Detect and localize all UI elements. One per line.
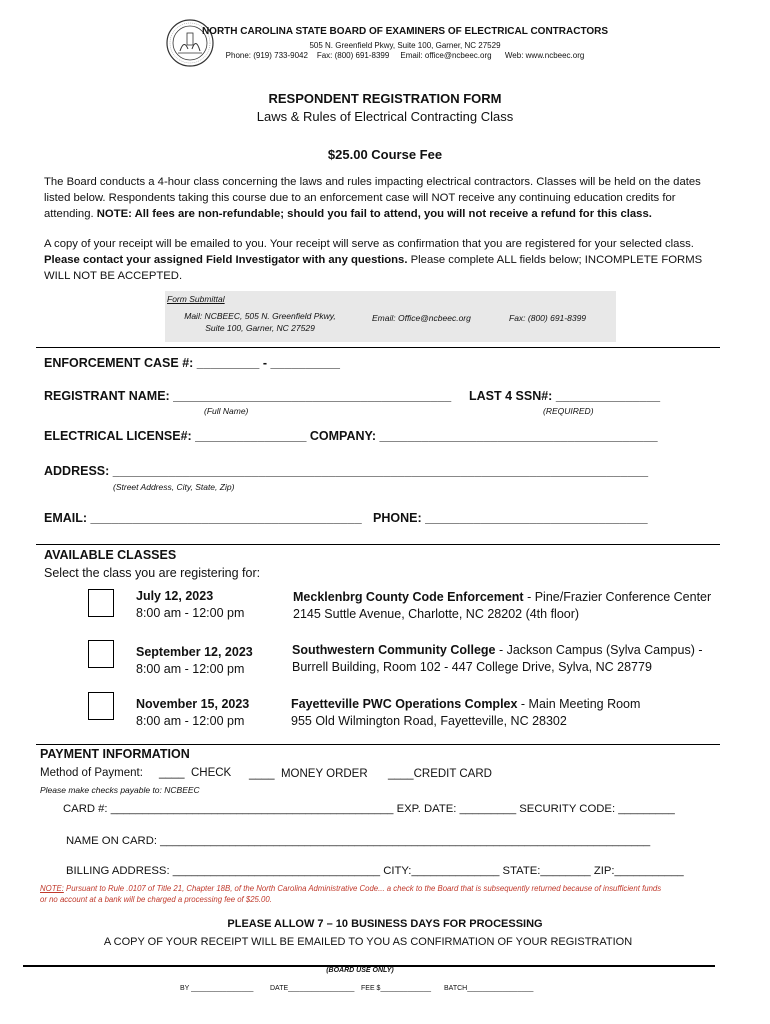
intro-note: NOTE: All fees are non-refundable; should you fail to attend, you will not receive a refund for this class. <box>96 208 652 220</box>
class-time: 8:00 am - 12:00 pm <box>136 714 245 728</box>
class-venue: Mecklenbrg County Code Enforcement <box>293 590 524 604</box>
class-address: Burrell Building, Room 102 - 447 College Drive, Sylva, NC 28779 <box>292 660 652 674</box>
submittal-fax: Fax: (800) 691-8399 <box>509 313 587 323</box>
class-venue-detail: - Pine/Frazier Conference Center <box>523 590 712 604</box>
classes-heading: AVAILABLE CLASSES <box>44 548 177 562</box>
phone-field[interactable]: PHONE: ________________________________ <box>373 511 648 525</box>
class-venue: Fayetteville PWC Operations Complex <box>291 697 518 711</box>
nsf-note <box>40 883 670 905</box>
divider <box>36 347 720 348</box>
address-hint: (Street Address, City, State, Zip) <box>113 482 235 492</box>
org-address: 505 N. Greenfield Pkwy, Suite 100, Garner, NC 27529 <box>309 41 501 50</box>
board-by-field: BY ________________ <box>180 985 254 992</box>
org-contact: Phone: (919) 733-9042 Fax: (800) 691-8399 Email: office@ncbeec.org Web: www.ncbeec.org <box>225 51 585 60</box>
registrant-name-field[interactable]: REGISTRANT NAME: ________________________________________ <box>44 389 452 403</box>
full-name-hint: (Full Name) <box>204 406 249 416</box>
payment-check-option[interactable]: ____ CHECK <box>159 767 232 779</box>
class-date: November 15, 2023 <box>136 697 250 711</box>
form-submittal-box <box>165 291 616 342</box>
intro-text-3: Please complete ALL fields below; INCOMPLETE FORMS WILL NOT BE ACCEPTED. <box>44 254 703 282</box>
class-time: 8:00 am - 12:00 pm <box>136 606 245 620</box>
intro-paragraph-1 <box>44 174 724 222</box>
submittal-email: Email: Office@ncbeec.org <box>372 313 471 323</box>
divider <box>36 744 720 745</box>
org-name: NORTH CAROLINA STATE BOARD OF EXAMINERS OF ELECTRICAL CONTRACTORS <box>201 26 609 37</box>
class-date: September 12, 2023 <box>136 645 253 659</box>
classes-instruction: Select the class you are registering for: <box>44 566 261 580</box>
class-checkbox-3[interactable] <box>88 692 114 720</box>
license-company-field[interactable]: ELECTRICAL LICENSE#: ________________ COMPANY: ________________________________________ <box>44 429 658 443</box>
form-title: RESPONDENT REGISTRATION FORM <box>268 91 502 106</box>
payment-money-order-option[interactable]: ____ MONEY ORDER <box>249 768 368 780</box>
class-checkbox-1[interactable] <box>88 589 114 617</box>
ssn-field[interactable]: LAST 4 SSN#: _______________ <box>469 389 661 403</box>
class-date: July 12, 2023 <box>136 589 214 603</box>
course-fee: $25.00 Course Fee <box>327 147 443 162</box>
submittal-heading: Form Submittal <box>167 294 225 304</box>
payment-heading: PAYMENT INFORMATION <box>40 747 190 761</box>
divider <box>36 544 720 545</box>
board-date-field: DATE_________________ <box>270 985 355 992</box>
intro-text-2: A copy of your receipt will be emailed to you. Your receipt will serve as confirmation that you are registered for your selected class. <box>44 238 694 250</box>
board-fee-field: FEE $_____________ <box>361 985 432 992</box>
receipt-notice: A COPY OF YOUR RECEIPT WILL BE EMAILED TO YOU AS CONFIRMATION OF YOUR REGISTRATION <box>103 936 633 948</box>
intro-paragraph-2 <box>44 236 724 284</box>
email-field[interactable]: EMAIL: _______________________________________ <box>44 511 362 525</box>
class-checkbox-2[interactable] <box>88 640 114 668</box>
payment-method-label: Method of Payment: <box>40 767 143 779</box>
card-number-field[interactable]: CARD #: _____________________________________________ EXP. DATE: _________ SECURITY CODE: _________ <box>63 803 675 815</box>
enforcement-case-field[interactable]: ENFORCEMENT CASE #: _________ - __________ <box>44 356 340 370</box>
nsf-note-label: NOTE: <box>40 884 64 893</box>
processing-notice: PLEASE ALLOW 7 – 10 BUSINESS DAYS FOR PROCESSING <box>227 918 543 930</box>
class-address: 955 Old Wilmington Road, Fayetteville, NC 28302 <box>291 714 567 728</box>
class-address: 2145 Suttle Avenue, Charlotte, NC 28202 (4th floor) <box>293 607 580 621</box>
checks-payable-note: Please make checks payable to: NCBEEC <box>40 785 200 795</box>
class-venue: Southwestern Community College <box>292 643 496 657</box>
class-venue-detail: - Main Meeting Room <box>517 697 641 711</box>
billing-address-field[interactable]: BILLING ADDRESS: _________________________________ CITY:______________ STATE:________ ZIP:___________ <box>66 865 684 877</box>
payment-credit-card-option[interactable]: ____CREDIT CARD <box>388 768 492 780</box>
submittal-mail-1: Mail: NCBEEC, 505 N. Greenfield Pkwy, <box>184 311 336 321</box>
intro-text-1: The Board conducts a 4-hour class concerning the laws and rules impacting electrical contractors. Classes will be held on the dates listed below. Respondents taking this course due to an enforcement case will NOT receive any continuing education credits for attending. <box>44 176 701 220</box>
address-field[interactable]: ADDRESS: _____________________________________________________________________________ <box>44 464 649 478</box>
nsf-note-text: Pursuant to Rule .0107 of Title 21, Chapter 18B, of the North Carolina Administrative Code... a check to the Board that is subsequently returned because of insufficient funds or no account at a bank will be charged a processing fee of $25.00. <box>40 884 662 904</box>
ssn-required-hint: (REQUIRED) <box>543 406 594 416</box>
board-batch-field: BATCH_________________ <box>444 985 534 992</box>
class-venue-detail: - Jackson Campus (Sylva Campus) - <box>495 643 703 657</box>
name-on-card-field[interactable]: NAME ON CARD: ______________________________________________________________________________ <box>66 835 651 847</box>
class-time: 8:00 am - 12:00 pm <box>136 662 245 676</box>
submittal-mail-2: Suite 100, Garner, NC 27529 <box>205 323 315 333</box>
intro-contact-note: Please contact your assigned Field Investigator with any questions. <box>44 254 408 266</box>
form-subtitle: Laws & Rules of Electrical Contracting Class <box>256 109 514 124</box>
board-use-label: (BOARD USE ONLY) <box>326 967 394 974</box>
